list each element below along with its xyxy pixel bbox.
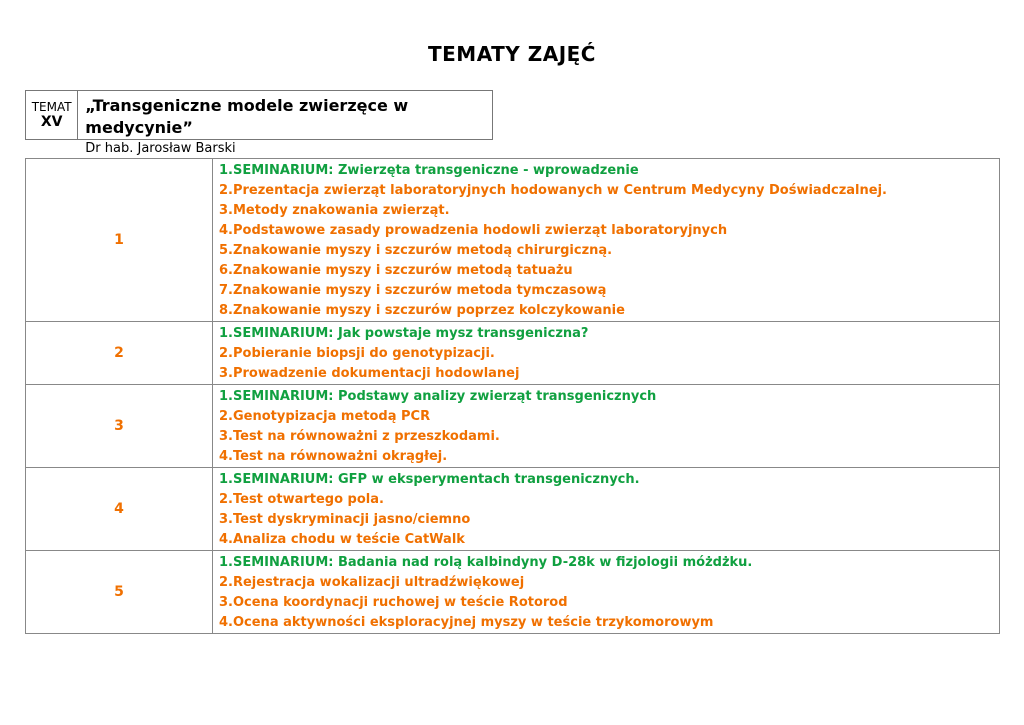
- session-item: 6.Znakowanie myszy i szczurów metodą tatuażu: [219, 263, 573, 278]
- session-item: 3.Metody znakowania zwierząt.: [219, 203, 450, 218]
- session-item: 4.Ocena aktywności eksploracyjnej myszy w teście trzykomorowym: [219, 615, 714, 630]
- topic-title: „Transgeniczne modele zwierzęce w medycynie”: [85, 96, 409, 137]
- session-row: [26, 385, 1000, 468]
- session-item: 4.Test na równoważni okrągłej.: [219, 449, 448, 464]
- session-number: 3: [26, 385, 213, 468]
- sessions-table: [25, 158, 1000, 634]
- topic-header: [25, 90, 493, 156]
- session-row: [26, 551, 1000, 634]
- session-number: 2: [26, 322, 213, 385]
- seminar-item: 1.SEMINARIUM: Podstawy analizy zwierząt transgenicznych: [219, 389, 657, 404]
- session-items: [213, 468, 1000, 551]
- topic-label: TEMAT: [31, 100, 72, 114]
- topic-label-cell: [26, 91, 78, 139]
- session-items: [213, 322, 1000, 385]
- session-items: [213, 385, 1000, 468]
- topic-info-cell: [78, 91, 492, 156]
- seminar-item: 1.SEMINARIUM: GFP w eksperymentach transgenicznych.: [219, 472, 640, 487]
- session-item: 4.Analiza chodu w teście CatWalk: [219, 532, 465, 547]
- session-number: 4: [26, 468, 213, 551]
- session-item: 2.Rejestracja wokalizacji ultradźwiękowej: [219, 575, 525, 590]
- session-item: 2.Genotypizacja metodą PCR: [219, 409, 431, 424]
- session-row: [26, 159, 1000, 322]
- session-items: [213, 159, 1000, 322]
- session-item: 3.Ocena koordynacji ruchowej w teście Rotorod: [219, 595, 568, 610]
- sessions-body: [26, 159, 1000, 634]
- session-item: 4.Podstawowe zasady prowadzenia hodowli zwierząt laboratoryjnych: [219, 223, 728, 238]
- session-item: 2.Prezentacja zwierząt laboratoryjnych hodowanych w Centrum Medycyny Doświadczalnej.: [219, 183, 887, 198]
- session-number: 5: [26, 551, 213, 634]
- seminar-item: 1.SEMINARIUM: Zwierzęta transgeniczne - wprowadzenie: [219, 163, 639, 178]
- session-item: 7.Znakowanie myszy i szczurów metoda tymczasową: [219, 283, 607, 298]
- session-item: 2.Pobieranie biopsji do genotypizacji.: [219, 346, 495, 361]
- session-items: [213, 551, 1000, 634]
- session-item: 3.Prowadzenie dokumentacji hodowlanej: [219, 366, 520, 381]
- session-row: [26, 322, 1000, 385]
- session-item: 8.Znakowanie myszy i szczurów poprzez kolczykowanie: [219, 303, 625, 318]
- topic-number: XV: [40, 114, 63, 130]
- session-item: 3.Test dyskryminacji jasno/ciemno: [219, 512, 471, 527]
- session-number: 1: [26, 159, 213, 322]
- page-title: TEMATY ZAJĘĆ: [428, 42, 596, 66]
- seminar-item: 1.SEMINARIUM: Badania nad rolą kalbindyny D-28k w fizjologii móżdżku.: [219, 555, 753, 570]
- session-row: [26, 468, 1000, 551]
- session-item: 3.Test na równoważni z przeszkodami.: [219, 429, 500, 444]
- session-item: 5.Znakowanie myszy i szczurów metodą chirurgiczną.: [219, 243, 613, 258]
- seminar-item: 1.SEMINARIUM: Jak powstaje mysz transgeniczna?: [219, 326, 589, 341]
- topic-author: Dr hab. Jarosław Barski: [85, 141, 236, 156]
- session-item: 2.Test otwartego pola.: [219, 492, 384, 507]
